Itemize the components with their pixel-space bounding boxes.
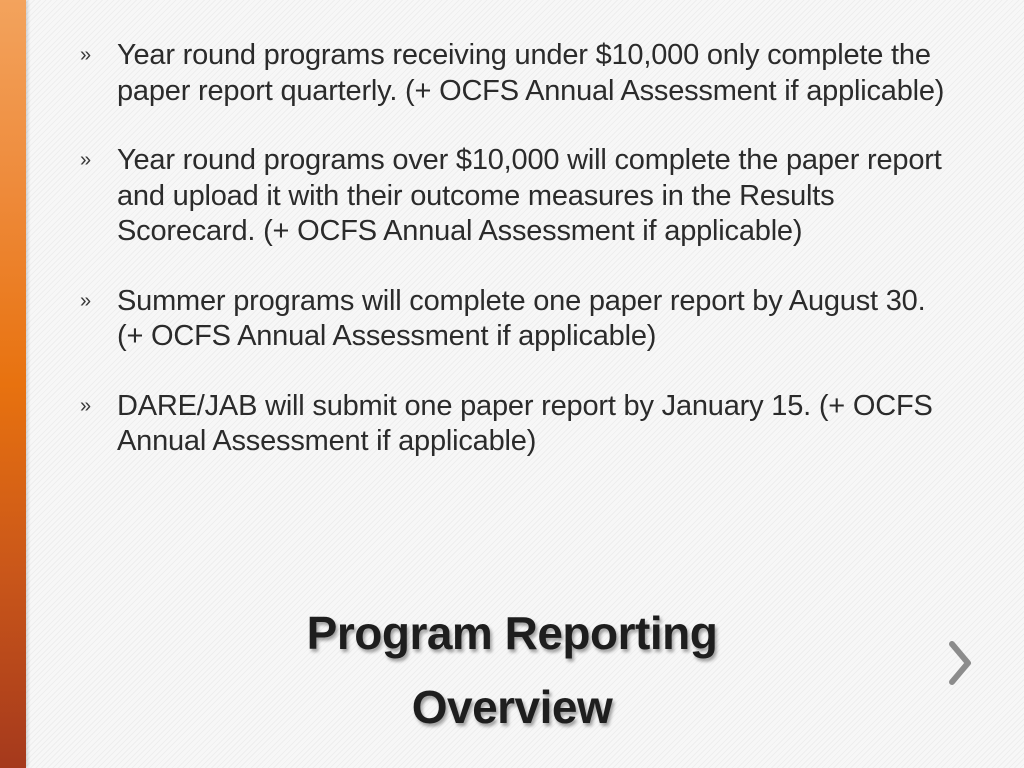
next-slide-button[interactable] — [942, 636, 978, 690]
slide-title-line-1: Program Reporting — [306, 607, 718, 659]
bullet-text: Year round programs receiving under $10,000 only complete the paper report quarterly. (+ OCFS Annual Assessment if applicable) — [117, 39, 945, 107]
bullet-marker-icon: » — [80, 289, 92, 312]
bullet-marker-icon: » — [80, 394, 92, 417]
bullet-text: Year round programs over $10,000 will complete the paper report and upload it with their outcome measures in the Results Scorecard. (+ OCFS Annual Assessment if applicable) — [117, 144, 942, 247]
slide-title-line-2: Overview — [411, 681, 613, 733]
chevron-right-icon — [942, 636, 978, 690]
list-item — [80, 38, 950, 109]
slide-title — [200, 596, 824, 744]
bullet-text: Summer programs will complete one paper report by August 30. (+ OCFS Annual Assessment if applicable) — [117, 284, 926, 352]
bullet-marker-icon: » — [80, 149, 92, 171]
bullet-marker-icon: » — [80, 44, 92, 66]
list-item — [80, 284, 950, 355]
side-accent-bar — [0, 0, 26, 768]
list-item — [80, 389, 950, 460]
bullet-list — [80, 38, 950, 494]
bullet-text: DARE/JAB will submit one paper report by January 15. (+ OCFS Annual Assessment if applicable) — [117, 389, 933, 457]
list-item — [80, 143, 950, 250]
